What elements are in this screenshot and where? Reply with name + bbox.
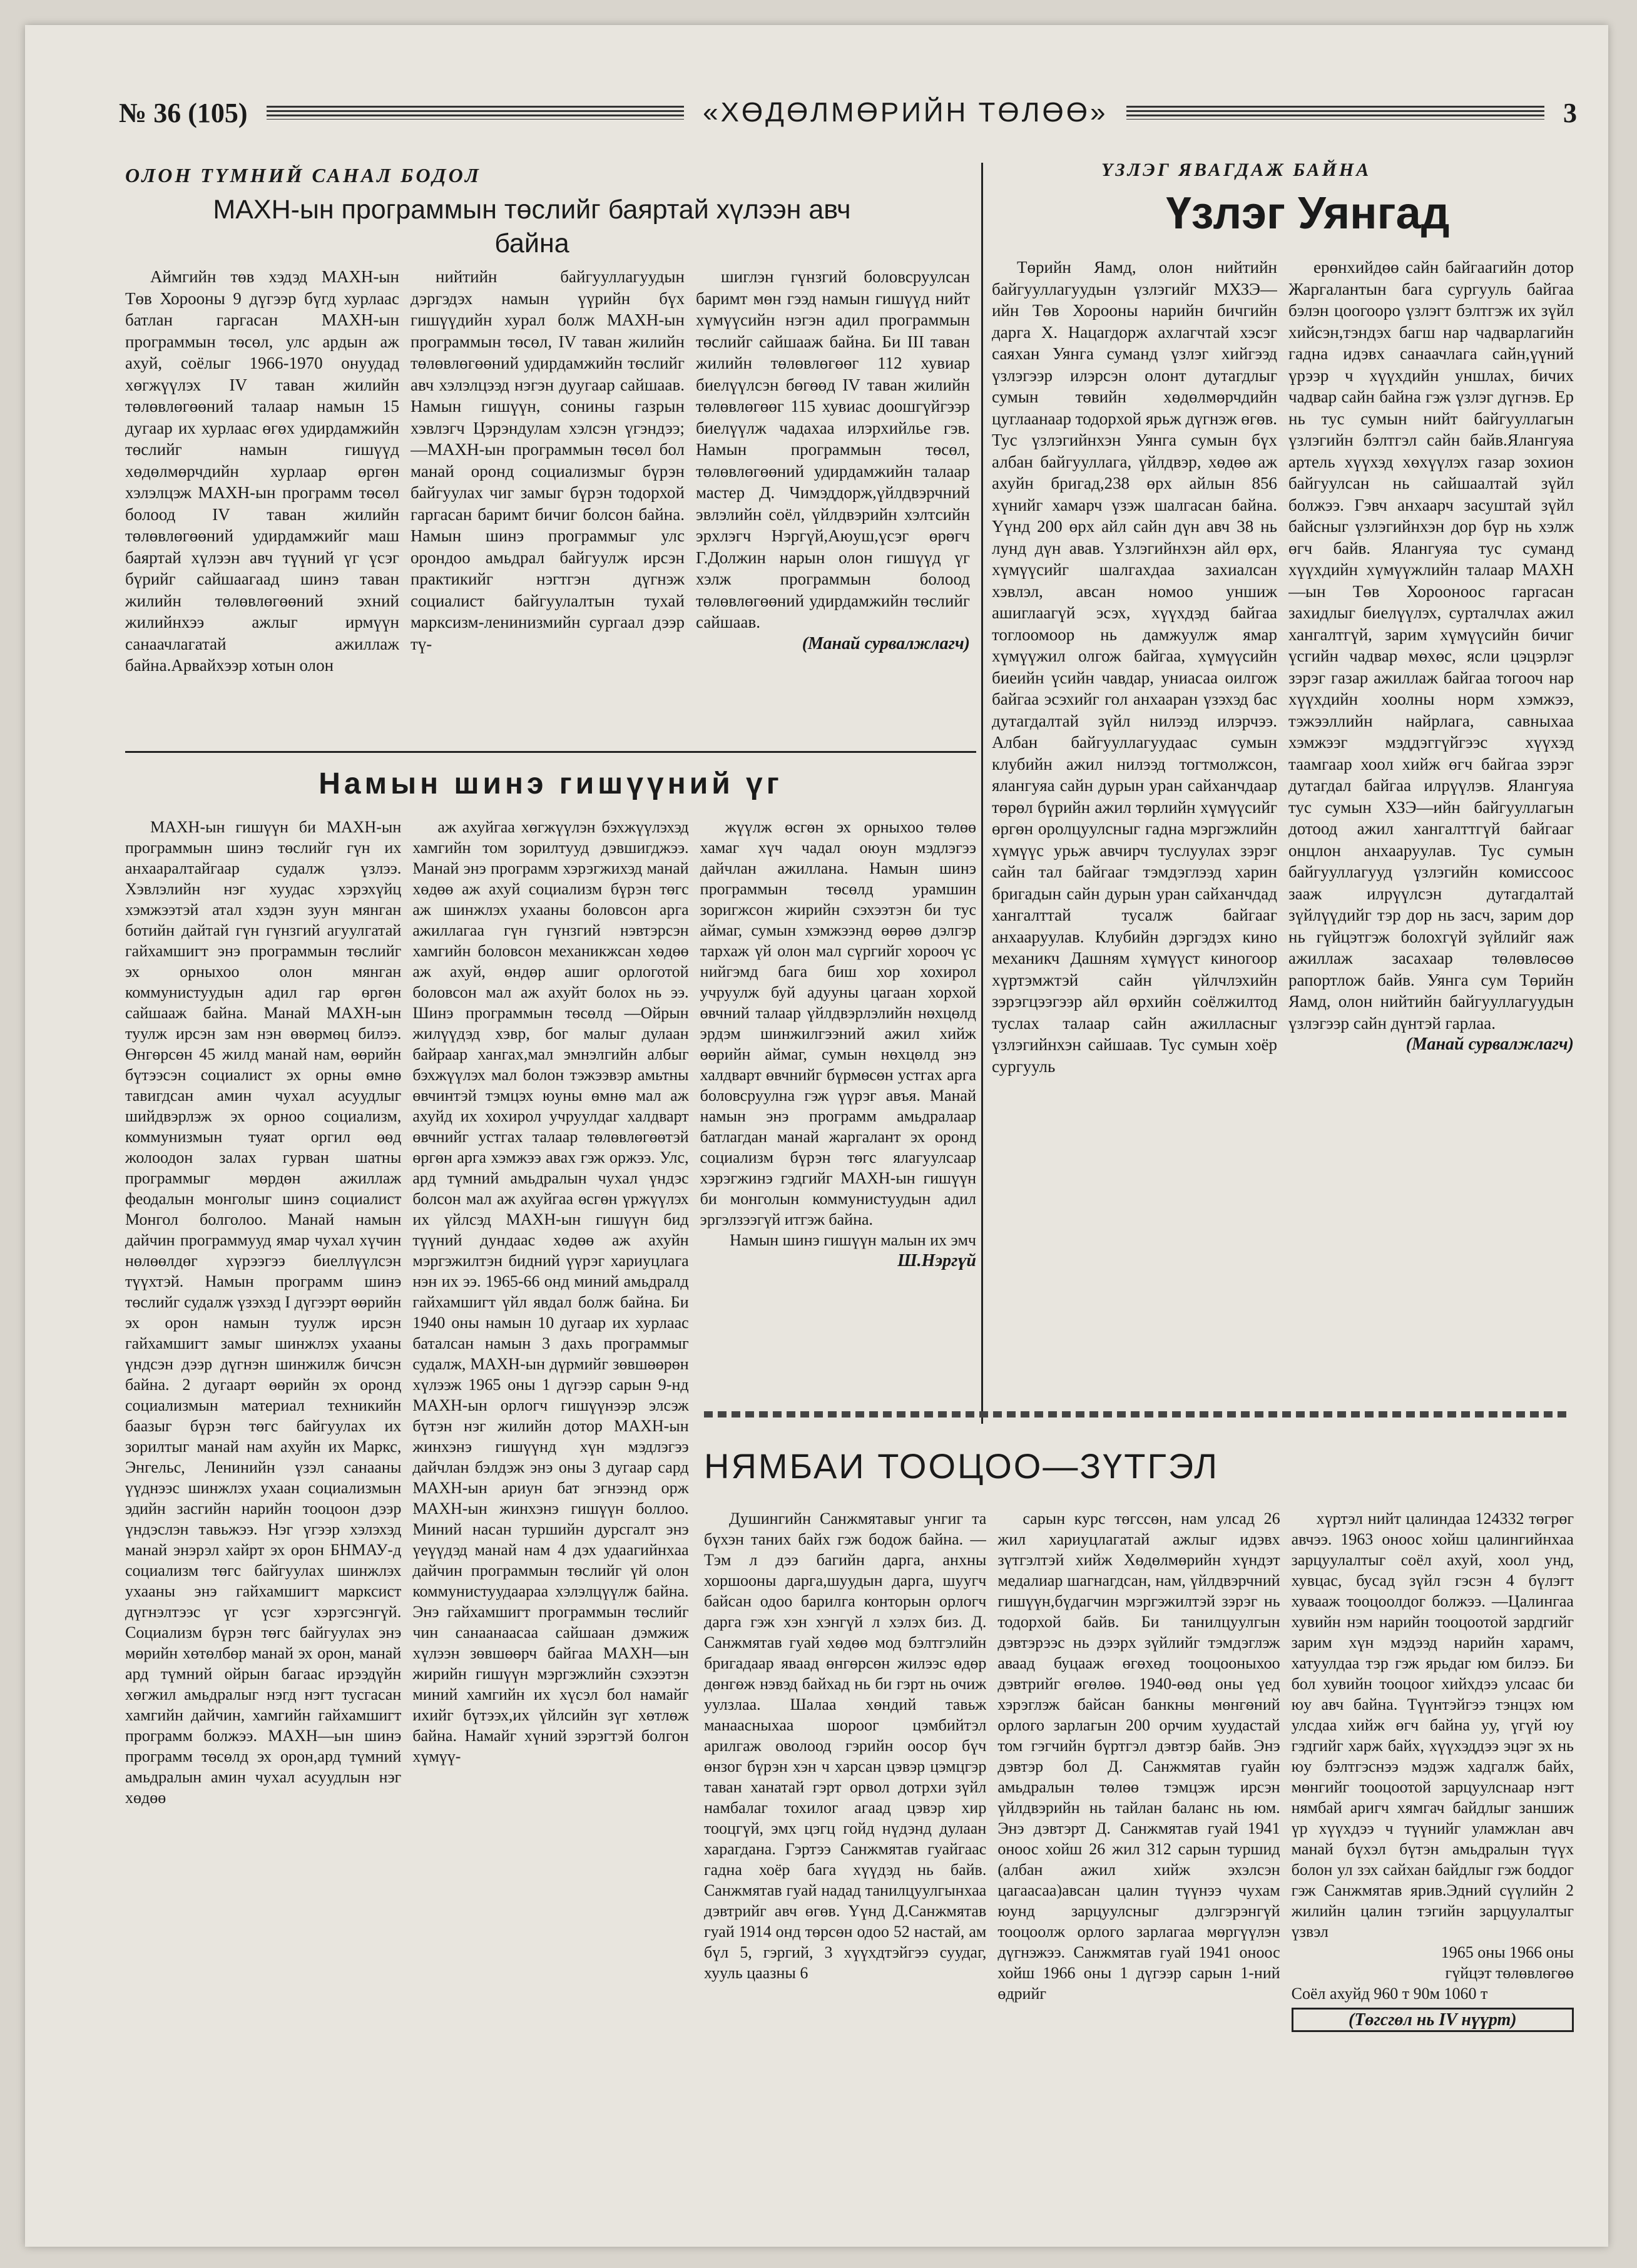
article1-headline: МАХН-ын программын төслийг баяртай хүлээн авч байна: [213, 195, 851, 258]
article2-column-3: жүүлж өсгөн эх орныхоо төлөө хамаг хүч чадал оюун мэдлэгээ дайчлан ажиллана. Намын шинэ программын төсөлд урамшин зоригжсон жирийн сэхээтэн би тус аймаг, сумын хэмжээнд өөрөө дэлгэр тархаж үй олон мал сүргийг хорооч үс нийгэмд бага биш хор хохирол учруулж буй адууны цагаан хорхой өвчний талаар үйлдвэрлэлийн нөхцөлд эрдэм шинжилгээний ажил хийж өөрийн аймаг, сумын нөхцөлд энэ халдварт өвчнийг бүрмөсөн устгах арга боловсруулна гэж үүрэг авъя. Манай намын энэ программ амьдралаар батлагдан манай жаргалант эх оронд социализм бүрэн төгс ялагуулсаар хэрэгжинэ гэдгийг МАХН-ын гишүүн би монголын коммунистуудын адил эргэлзээгүй итгэж байна. Намын шинэ гишүүн малын их эмч Ш.Нэргүй: [700, 818, 976, 1270]
article4-headline: НЯМБАИ ТООЦОО—ЗҮТГЭЛ: [704, 1446, 1219, 1486]
article3-column-1: Төрийн Яамд, олон нийтийн байгууллагуудын үзлэгийг МХЗЭ—ийн Төв Хорооны нарийн бичгийн дарга Х. Нацагдорж ахлагчтай хэсэг саяхан Уянга суманд үзлэг хийгээд үзлэгээр илэрсэн олонт дутагдлыг сумын төвийн хөдөлмөрчдийн цуглаанаар тодорхой ярьж дүгнэж өгөв. Тус үзлэгийнхэн Уянга сумын бүх албан байгууллага, үйлдвэр, хөдөө аж ахуйн бригад,238 өрх айлын 856 хүнийг хамарч үзэж шалгасан байна. Үүнд 200 өрх айл сайн дүн авч 38 нь лунд дүн авав. Үзлэгийнхэн айл өрх, хүмүүсийг шалгахдаа захиалсан хэвлэл, авсан номоо уншиж ашиглаагүй эсэх, хүүхдэд байгаа тоглоомоор нь дамжуулж ямар хүмүүжил олгож байгаа, хүмүүсийн биеийн үсийн чавдар, униасаа оилгож байгаа эсэхийг гол анхааран үзэхэд бас дутагдалтай зүйл нилээд илэрчээ. Албан байгууллагуудаас сумын клубийн ажил нилээд тогтмолжсон, ялангуяа сайн дурын уран сайханчдаар төрөл бүрийн ажил төрлийн хүмүүсийг өргөн оролцуулсныг гадна мэргэжлийн хүмүүс урьж авчирч туслуулах зэрэг сайн тал байгааг тэмдэглээд харин бригадын сайн дурын уран сайханчдад хангалттай тусалж байгааг анхааруулав. Клубийн дэргэдэх кино механикч Дашням хүмүүст киногоор хүртэмжтэй сайн үйлчлэхийн зэрэгцээгээр айл өрхийн соёлжилтод туслах талаар сайн ажилласныг үзлэгийнхэн сайшаав. Тус сумын хоёр сургууль: [992, 258, 1277, 1076]
issue-number: № 36 (105): [119, 97, 248, 128]
article4-body: [704, 1508, 1574, 2203]
masthead-rule-right: [1126, 106, 1544, 120]
article2-author-title: Намын шинэ гишүүн малын их эмч: [730, 1231, 976, 1249]
article1-body: [125, 266, 970, 745]
article3-kicker: ҮЗЛЭГ ЯВАГДАЖ БАЙНА: [1101, 160, 1372, 180]
article3-signature: (Манай сурвалжлагч): [1405, 1034, 1574, 1054]
expense-table-header: 1965 оны 1966 оны: [1441, 1943, 1574, 1961]
article4-column-1: Душингийн Санжмятавыг унгиг та бүхэн таних байх гэж бодож байна. —Тэм л дээ багийн дарга, анхны хоршооны дарга,шуудын дарга, шуугч байсан одоо барилга конторын орлогч дарга гэж хэн хэнгүй л хэлэх биз. Д. Санжмятав гуай хөдөө мод бэлтгэлийн бригадаар явaaд өнгөрсөн жилээс өдөр дөнгөж нэвэд байхад нь би гэрт нь очиж уулзлаа. Шалаа хөндий тавьж манаасныхаа шороог цэмбийтэл арилгаж оволоод гэрийн оосор бүч өнзог бүрэн хэн ч харсан цэвэр цэмцгэр таван ханатай гэрт орвол дотрхи зүйл намбалаг тохилог агаад цэвэр хир тооцгүй, эмх цэгц гойд нүдэнд дулаан харагдана. Гэртээ Санжмятав гуайгаас гадна хоёр бага хүүдэд нь байв. Санжмятав гуай надад танилцуулгынхаа дэвтрийг авч өгөв. Үүнд Д.Санжмятав гуай 1914 онд төрсөн одоо 52 настай, ам бүл 5, гэргий, 3 хүүхдтэйгээ суудаг, хууль цаазны 6: [704, 1509, 987, 1982]
article1-column-3: шиглэн гүнзгий боловсруулсан баримт мөн гээд намын гишүүд нийт хүмүүсийн нэгэн адил программын төслийг сайшааж байна. Би III таван жилийн төлөвлөгөөг 112 хувиар биелүүлсэн бөгөөд IV таван жилийн төлөвлөгөөг 115 хувиас доошгүйгээр биелүүлж чадахаа илэрхийлье гэв. Намын программын төсөл, төлөвлөгөөний удирдамжийн талаар мастер Д. Чимэддорж,үйлдвэрчний эвлэлийн соёл, үйлдвэрийн хэлтсийн эрхлэгч Нэргүй,Аюуш,үсэг өрөгч Г.Должин нарын олон гишүүд үг хэлж программын болоод төлөвлөгөөний удирдамжийн төслийг сайшаав. (Манай сурвалжлагч): [696, 266, 970, 745]
article4-column-2: сарын курс төгссөн, нам улсад 26 жил хариуцлагатай ажлыг идэвх зүтгэлтэй хийж Хөдөлмөрийн хүндэт медалиар шагнагдсан, нам, үйлдвэрчний гишүүн,бүдагчин мэргэжилтэй зэрэг нь тодорхой байв. Би танилцуулгын дэвтэрээс нь дээрх зүйлийг тэмдэглэж аваад буцааж өгөхөд тооцооныхоо дэвтрийг өгөлөө. 1940-өөд оны үед хэрэглэж байсан банкны мөнгөний орлого зарлагын 200 орчим хуудастай том гэгчийн бүртгэл дэвтэр байв. Энэ дэвтэр бол Д. Санжмятав гуайн амьдралын төлөө тэмцэж ирсэн үйлдвэрийн нь тайлан баланс нь юм. Энэ дэвтэрт Д. Санжмятав гуай 1941 оноос хойш 26 жил 312 сарын туршид (албан ажил хийж эхэлсэн цагаасаа)авсан цалин түүнээ чухам юунд зарцуулсныг дэлгэрэнгүй тооцоолж орлого зарлагаа мөргүүлэн дүгнэжээ. Санжмятав гуай 1941 оноос хойш 1966 оны 1 дүгээр сарын 1-ний өдрийг: [997, 1509, 1280, 2003]
article4-column-3: хүртэл нийт цалиндаа 124332 төгрөг авчээ. 1963 оноос хойш цалингийнхаа зарцуулалтыг соёл ахуй, хоол унд, хувцас, бусад зүйл гэсэн 4 бүлэгт хувааж тооцоолдог болжээ. —Цалингаа хувийн нэм нарийн тооцоотой зардгийг зарим хүн мэдээд нарийн харамч, хатуулдаа тэр гэж ярьдаг юм билээ. Би бол хувийн тооцоог хийхдээ улсаас би юу авч байна. Түүнтэйгээ тэнцэх юм улсдаа хийж өгч байна уу, үгүй юу гэдгийг харж байх, хүүхэддээ эцэг эх нь юу бэлтгэснээ мэдэж хадгалж байх, мөнгийг тооцоотой зарцуулснаар нэгт нямбай аригч хямгач байдлыг заншиж үр хүүхдээ ч түүнийг уламжлан авч манай бүхэл бүтэн амьдралын түүх болон ул зэх сайхан байдлыг гэж боддог гэж Санжмятав ярив.Эдний сүүлийн 2 жилийн цалин тэгийн зарцуулалтыг үзвэл 1965 оны 1966 оны гүйцэт төлөвлөгөө Соёл ахуйд 960 т 90м 1060 т (Төгсгөл нь IV нүүрт): [1292, 1508, 1574, 2203]
expense-table-row: Соёл ахуйд 960 т 90м 1060 т: [1291, 1984, 1488, 2003]
masthead-rule-left: [267, 106, 685, 120]
article2-column-2: аж ахуйгаа хөгжүүлэн бэхжүүлэхэд хамгийн том зорилтууд дэвшигджээ. Манай энэ программ хэрэгжихэд манай хөдөө аж ахуй социализм бүрэн төгс аж шинжлэх ухааны боловсон арга ажиллагаа гүн гүнзгий нэвтэрсэн хамгийн боловсон механикжсан хөдөө аж ахуй, өндөр ашиг орлоготой боловсон мал аж ахуйт болох нь ээ. Шинэ программын төсөлд —Ойрын жилүүдэд хэвр, бог малыг дулаан байраар хангах,мал эмнэлгийн албыг бэхжүүлэх мал болон тэжээвэр амьтны өвчинтэй тэмцэх юуны өмнө мал аж ахуйд их хохирол учруулдаг халдварт өвчнийг устгах талаар төлөвлөгөөтэй өргөн арга хэмжээ авах гэж оржээ. Улс, ард түмний амьдралын чухал үндэс болсон мал аж ахуйгаа өсгөн үржүүлэх их үйлсэд МАХН-ын гишүүн бид түүний дундаас хөдөө аж ахуйн мэргэжилтэн бидний үүрэг хариуцлага нэн их ээ. 1965-66 онд миний амьдралд гайхамшигт үйл явдал болж байна. Би 1940 оны намын 10 дугаар их хурлаас баталсан намын 3 дахь программыг судалж, МАХН-ын дүрмийг зөвшөөрөн хүлээж 1965 оны 1 дүгээр сарын 9-нд МАХН-ын орлогч гишүүнээр элсэж бүтэн нэг жилийн дотор МАХН-ын жинхэнэ гишүүнд хүн мэдлэгээ дайчлан бэлдэж энэ оны 3 дугаар сард МАХН-ын ариун бат эгнээнд орж МАХН-ын жинхэнэ гишүүн боллоо. Миний насан туршийн дурсгалт энэ үеүүдэд манай нам 4 дэх удаагийнхаа дайчин программын төслийг үй олон коммунистуудаараа хэлэлцүүлж байна. Энэ гайхамшигт программын төслийг чин санаанаасаа сайшаан дэмжиж хүлээн зөвшөөрч байгаа МАХН—ын жирийн гишүүн мэргэжлийн сэхээтэн миний хамгийн их хүсэл бол намайг ихийг бүтээх,их үйлсийн зүг хөтлөж байна. Намайг хүний зэрэгтэй болгон хүмүү-: [412, 818, 689, 1765]
article1-column-1: Аймгийн төв хэдэд МАХН-ын Төв Хорооны 9 дүгээр бүгд хурлаас батлан гаргасан МАХН-ын программын төсөл, улс ардын аж ахуй, соёлыг 1966-1970 онуудад хөгжүүлэх IV таван жилийн төлөвлөгөөний талаар намын 15 дугаар их хурлаас өгөх удирдамжийн төслийг намын гишүүд хөдөлмөрчдийн хурлаар өргөн хэлэлцэж МАХН-ын программ төсөл болоод IV таван жилийн төлөвлөгөөний удирдамжийг маш баяртай хүлээн авч түүний үг үсэг бүрийг сайшаагаад шинэ таван жилийн төлөвлөгөөний эхний жилийнхээ ажлыг ирмүүн санаачлагатай ажиллаж байна.Арвайхээр хотын олон: [125, 267, 399, 675]
article2-column-1: МАХН-ын гишүүн би МАХН-ын программын шинэ төслийг гүн их анхааралтайгаар судалж үзлээ. Хэвлэлийн нэг хуудас хэрэхүйц хэмжээтэй атал хэдэн зуун мянган ботийн дайтай гүн гүнзгий агуулгатай гайхамшигт энэ программын төслийг эх орныхоо олон мянган коммунистуудын адил гар өргөн сайшааж байна. Манай МАХН-ын туулж ирсэн зам нэн өвөрмөц билээ. Өнгөрсөн 45 жилд манай нам, өөрийн бүтээсэн социалист эх орны өмнө тавигдсан амин чухал асуудлыг шийдвэрлэж эх орноо социализм, коммунизмын туяат оргил өөд жолоодон залах гурван шатны программыг мөрдөн ажиллаж феодалын монголыг шинэ социалист Монгол болголоо. Манай намын дайчин программууд ямар чухал хүчин нөлөөлдөг хүрээгээ биеллүүлсэн түүхтэй. Намын программ шинэ төслийг судалж үзэхэд I дүгээрт өөрийн эх орон намын туулж ирсэн гайхамшигт замыг шинжлэх ухааны үндсэн дээр дүгнэн шинжилж бичсэн байна. 2 дугаарт өөрийн эх оронд социализмын материал техникийн баазыг бүрэн төгс байгуулах их зорилтыг манай нам ахуйн их Маркс, Энгельс, Ленинийн үзэл санааны үүднээс шинжлэх ухаан социализмын эдийн засгийн нарийн тооцоон дээр үндэслэн тавьжээ. Нэг үгээр хэлэхэд манай энэрэл хайрт эх орон БНМАУ-д социализм төгс байгуулах шинжлэх ухааны энэ гайхамшигт марксист дүгнэлтээс үг үсэг хэрэгсэнгүй. Социализм бүрэн төгс байгуулах энэ мөрийн хөтөлбөр манай эх орон, манай ард түмний ойрын багаас ирээдүйн хөгжил амьдралыг нэгд нэгт тусгасан хамгийн дайчин, хамгийн гайхамшигт программ болжээ. МАХН—ын шинэ программ төсөлд эх орон,ард түмний амьдралын амин чухал асуудлын нэг хөдөө: [125, 818, 402, 1807]
article2-headline: Намын шинэ гишүүний үг: [319, 767, 783, 800]
section-separator: [704, 1411, 1571, 1418]
column-divider: [981, 163, 983, 1424]
continued-note: (Төгсгөл нь IV нүүрт): [1292, 2008, 1574, 2032]
article3-body: [992, 257, 1574, 1396]
article1-bottom-rule: [125, 751, 976, 753]
article1-signature: (Манай сурвалжлагч): [802, 633, 970, 653]
newspaper-title: «ХӨДӨЛМӨРИЙН ТӨЛӨӨ»: [703, 97, 1108, 128]
article1-column-2: нийтийн байгууллагуудын дэргэдэх намын үүрийн бүх гишүүдийн хурал болж МАХН-ын программын төсөл, IV таван жилийн төлөвлөгөөний удирдамжийн төслийг авч хэлэлцээд нэгэн дуугаар сайшаав. Намын гишүүн, сонины газрын хэвлэгч Цэрэндулам хэлсэн үгэндээ; —МАХН-ын программын төсөл бол манай оронд социализмыг бүрэн байгуулах чиг замыг бүрэн тодорхой гаргасан баримт бичиг болсон байна. Намын шинэ программыг улс орондоо амьдрал байгуулж ирсэн практикийг нэгтгэн дүгнэж социалист байгуулалтын тухай марксизм-ленинизмийн сургаал дээр тү-: [411, 267, 685, 653]
newspaper-page: [25, 25, 1608, 2247]
article2-signature: Ш.Нэргүй: [897, 1251, 976, 1270]
article1-kicker: ОЛОН ТҮМНИЙ САНАЛ БОДОЛ: [125, 164, 481, 186]
article3-column-2: ерөнхийдөө сайн байгаагийн дотор Жаргалантын бага сургууль байгаа бэлэн цоогооро үзлэгт бэлтгэж их зүйл хийсэн,тэндэх багш нар чадварлагийн гадна идэвх санаачлага сайн,үүний үрээр ч хүүхдийн уншлах, бичих чадвар сайн байна гэж үзлэг дүгнэв. Ер нь тус сумын нийт байгууллагын үзлэгийн бэлтгэл сайн байв.Ялангуяа артель хүүхэд хөхүүлэх газар зохион байгуулсан нь сайшаалтай зүйл болжээ. Гэвч анхаарч засуштай зүйл байсныг үзлэгийнхэн дор бүр нь хэлж өгч байв. Ялангуяа тус суманд хүүхдийн хүмүүжлийн талаар МАХН—ын Төв Хорооноос гаргасан захидлыг биелүүлэх, сурталчлах ажил хангалтгүй, зарим хүмүүсийн бичиг үсгийн чадвар мөхөс, ясли цэцэрлэг зэрэг газар ажиллаж байгаа тогооч нар хүүхдийн хоолны норм хэмжээ, тэжээллийн найрлага, савныхаа хэмжээг мэддэггүйгээс хүүхэд таамгаар хоол хийж өгч байгаа зэрэг дутагдал байгаа илрүүлэв. Ялангуяа тус сумын ХЗЭ—ийн байгууллагын дотоод ажил хангалттгүй байгааг онцлон анхааруулав. Тус сумын байгууллагууд үзлэгийн комиссоос зааж илрүүлсэн дутагдалтай зүйлүүдийг тэр дор нь засч, зарим дор нь гүйцэтгэж болохгүй зүйлийг яаж ажиллаж засахаар төлөвлөсөө рапортлож байв. Уянга сум Төрийн Яамд, олон нийтийн байгууллагуудын үзлэгээр сайн дүнтэй гарлаа. (Манай сурвалжлагч): [1288, 257, 1574, 1396]
masthead: [119, 94, 1577, 131]
article3-headline: Үзлэг Уянгад: [1166, 188, 1450, 238]
page-number: 3: [1563, 97, 1577, 128]
expense-table-subheader: гүйцэт төлөвлөгөө: [1445, 1964, 1574, 1982]
